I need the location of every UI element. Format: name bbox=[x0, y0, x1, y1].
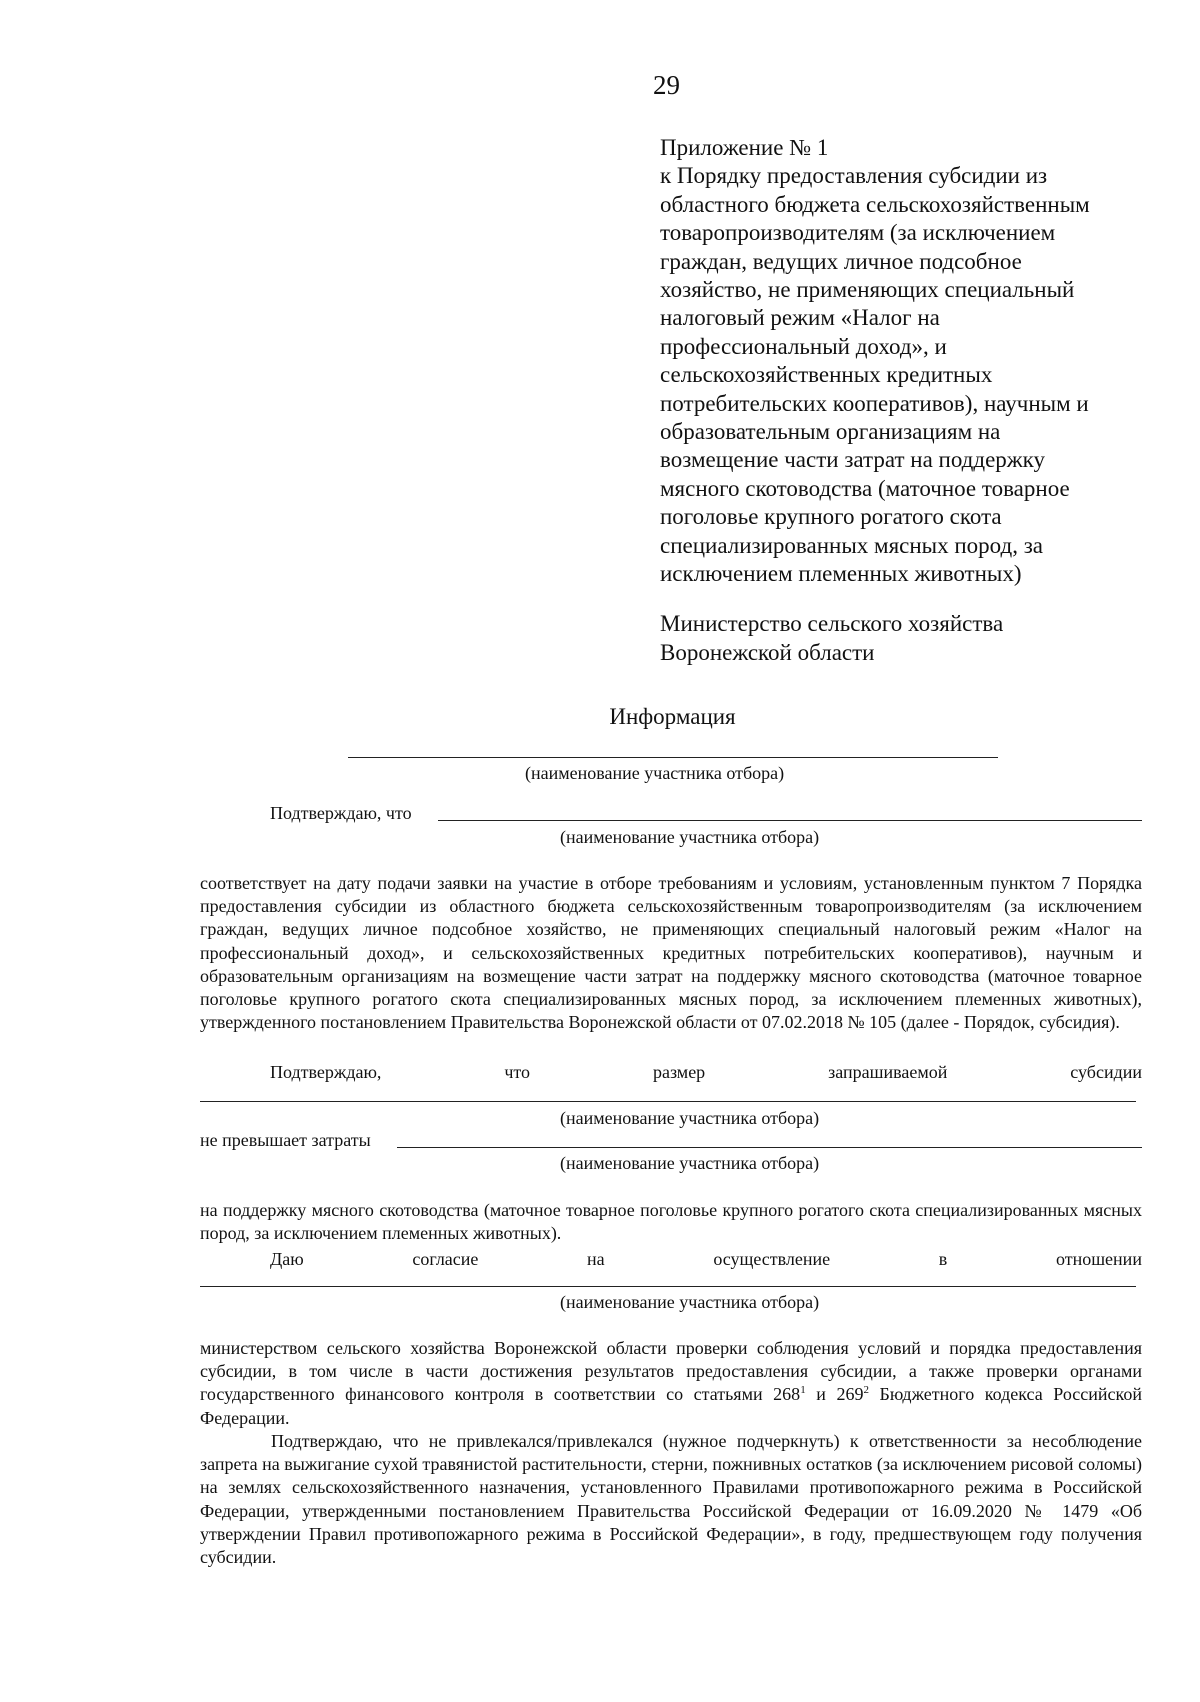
consent-text-mid: и 269 bbox=[805, 1384, 864, 1405]
participant-name-field-3[interactable] bbox=[200, 1101, 1136, 1102]
appendix-line: к Порядку предоставления субсидии из bbox=[660, 163, 1048, 189]
participant-name-field-1[interactable] bbox=[348, 757, 998, 758]
appendix-line: налоговый режим «Налог на bbox=[660, 305, 940, 331]
participant-caption-2: (наименование участника отбора) bbox=[560, 827, 820, 847]
appendix-line: мясного скотоводства (маточное товарное bbox=[660, 475, 1070, 501]
page-number: 29 bbox=[653, 70, 680, 100]
consent-word: Даю bbox=[270, 1249, 304, 1269]
confirm-label: Подтверждаю, что bbox=[270, 803, 412, 823]
consent-text-after: Бюджетного кодекса Российской Федерации. bbox=[200, 1384, 1142, 1428]
ministry-line-1: Министерство сельского хозяйства bbox=[660, 611, 1004, 636]
confirm-paragraph bbox=[200, 872, 1142, 1034]
consent-paragraph bbox=[200, 1337, 1142, 1430]
consent-word: в bbox=[938, 1249, 948, 1269]
appendix-line: граждан, ведущих личное подсобное bbox=[660, 248, 1022, 274]
appendix-line: областного бюджета сельскохозяйственным bbox=[660, 191, 1090, 217]
ministry-block bbox=[660, 609, 1003, 667]
appendix-lines bbox=[660, 162, 1146, 560]
support-text: на поддержку мясного скотоводства (маточное товарное поголовье крупного рогатого скота специализированных мясных пород, за исключением племенных животных). bbox=[200, 1200, 1142, 1244]
participant-caption-4: (наименование участника отбора) bbox=[560, 1153, 820, 1173]
final-text: Подтверждаю, что не привлекался/привлекался (нужное подчеркнуть) к ответственности за несоблюдение запрета на выжигание сухой травянистой растительности, стерни, пожнивных остатков (за исключением рисовой соломы) на землях сельскохозяйственного назначения, установленного Правилами противопожарного режима в Российской Федерации, утвержденными постановлением Правительства Российской Федерации от 16.09.2020 № 1479 «Об утверждении Правил противопожарного режима в Российской Федерации», в году, предшествующем году получения субсидии. bbox=[200, 1431, 1142, 1568]
confirm-size-word: что bbox=[504, 1062, 531, 1082]
info-title: Информация bbox=[609, 704, 736, 729]
appendix-header bbox=[660, 134, 1146, 589]
appendix-line: специализированных мясных пород, за bbox=[660, 532, 1044, 558]
appendix-line: потребительских кооперативов), научным и bbox=[660, 390, 1089, 416]
not-exceed-label: не превышает затраты bbox=[200, 1130, 371, 1150]
appendix-line: сельскохозяйственных кредитных bbox=[660, 362, 993, 388]
participant-caption-5: (наименование участника отбора) bbox=[560, 1292, 820, 1312]
ministry-line-2: Воронежской области bbox=[660, 640, 875, 665]
final-paragraph bbox=[200, 1430, 1142, 1569]
confirm-size-word: запрашиваемой bbox=[828, 1062, 948, 1082]
participant-name-field-5[interactable] bbox=[200, 1286, 1136, 1287]
confirm-size-word: размер bbox=[652, 1062, 706, 1082]
appendix-line: профессиональный доход», и bbox=[660, 333, 947, 359]
appendix-line: образовательным организациям на bbox=[660, 419, 1001, 445]
consent-text bbox=[200, 1337, 1142, 1430]
consent-sup-2: 2 bbox=[863, 1384, 869, 1397]
consent-line bbox=[270, 1248, 1142, 1270]
participant-caption-1: (наименование участника отбора) bbox=[525, 763, 785, 783]
confirm-size-line bbox=[270, 1061, 1142, 1083]
confirm-size-word: субсидии bbox=[1070, 1062, 1142, 1082]
consent-sup-1: 1 bbox=[800, 1384, 806, 1397]
consent-word: согласие bbox=[412, 1249, 479, 1269]
consent-word: на bbox=[587, 1249, 605, 1269]
appendix-last-line: исключением племенных животных) bbox=[660, 561, 1022, 587]
participant-name-field-2[interactable] bbox=[438, 820, 1142, 821]
support-paragraph bbox=[200, 1199, 1142, 1245]
consent-text-before: министерством сельского хозяйства Воронежской области проверки соблюдения условий и порядка предоставления субсидии, в том числе в части достижения результатов предоставления субсидии, а также проверки органами государственного финансового контроля в соответствии со статьями 268 bbox=[200, 1338, 1142, 1405]
appendix-line: товаропроизводителям (за исключением bbox=[660, 220, 1056, 246]
consent-word: осуществление bbox=[713, 1249, 831, 1269]
appendix-title: Приложение № 1 bbox=[660, 135, 829, 160]
consent-word: отношении bbox=[1055, 1249, 1142, 1269]
confirm-size-word: Подтверждаю, bbox=[270, 1062, 382, 1082]
participant-caption-3: (наименование участника отбора) bbox=[560, 1108, 820, 1128]
appendix-line: поголовье крупного рогатого скота bbox=[660, 504, 1002, 530]
participant-name-field-4[interactable] bbox=[397, 1147, 1142, 1148]
appendix-line: хозяйство, не применяющих специальный bbox=[660, 277, 1075, 303]
confirm-text: соответствует на дату подачи заявки на участие в отборе требованиям и условиям, установленным пунктом 7 Порядка предоставления субсидии из областного бюджета сельскохозяйственным товаропроизводителям (за исключением граждан, ведущих личное подсобное хозяйство, не применяющих специальный налоговый режим «Налог на профессиональный доход», и сельскохозяйственных кредитных потребительских кооперативов), научным и образовательным организациям на возмещение части затрат на поддержку мясного скотоводства (маточное товарное поголовье крупного рогатого скота специализированных мясных пород, за исключением племенных животных), утвержденного постановлением Правительства Воронежской области от 07.02.2018 № 105 (далее - Порядок, субсидия). bbox=[200, 873, 1142, 1033]
appendix-line: возмещение части затрат на поддержку bbox=[660, 447, 1046, 473]
